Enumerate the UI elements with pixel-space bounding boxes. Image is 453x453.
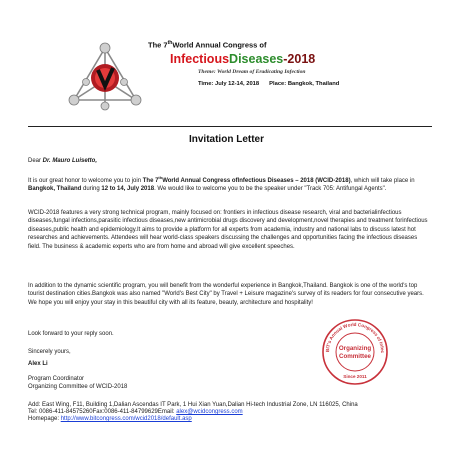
stamp-ring-text: BIT's Annual World Congress of Infec xyxy=(324,321,386,354)
homepage-link[interactable]: http://www.bitcongress.com/wcid2018/default.asp xyxy=(60,416,192,423)
paragraph-invitation: It is our great honor to welcome you to join The 7thWorld Annual Congress ofInfectious Diseases – 2018 (WCID-2018), which will take place in Bangkok, Thailand during 12 to 14, July 2018. We would like to welcome you to be the speaker under "Track 705: Antifungal Agents". xyxy=(28,175,415,193)
stamp-center-line2: Committee xyxy=(339,353,371,360)
paragraph-program: WCID-2018 features a very strong technical program, mainly focused on: frontiers in infectious disease research, viral and bacterialinfectious diseases,fungal infections,parasitic infectious diseases,new antimicrobial drugs discovery and development,novel therapies and treatment forinfectious diseases,public health and epidemiology.It aims to provide a platform for all experts from academia, industry and national labs to discuss latest hot researches and achievements. Attendees will hear world-class speakers discussing the challenges and opportunities facing the infectious diseases field. The business & academic experts who are from home and abroad will give excellent speeches. xyxy=(28,210,428,250)
signer-organization: Organizing Committee of WCID-2018 xyxy=(28,384,128,390)
stamp-bottom-text: Since 2011 xyxy=(343,374,367,379)
molecular-crest-icon xyxy=(64,40,146,112)
congress-time-place: Time: July 12-14, 2018 Place: Bangkok, Thailand xyxy=(198,81,340,87)
congress-theme: Theme: World Dream of Eradicating Infection xyxy=(198,69,306,75)
signer-role: Program Coordinator xyxy=(28,376,85,382)
sign-off: Sincerely yours, xyxy=(28,349,71,355)
congress-subtitle: The 7thWorld Annual Congress of xyxy=(148,40,267,50)
header-divider xyxy=(28,126,432,127)
organizing-committee-stamp xyxy=(321,318,389,386)
signer-name: Alex Li xyxy=(28,361,48,367)
stamp-center-line1: Organizing xyxy=(338,345,372,352)
email-link[interactable]: alex@wcidcongress.com xyxy=(176,409,243,416)
letter-title: Invitation Letter xyxy=(188,134,264,145)
congress-title: InfectiousDiseases-2018 xyxy=(170,52,316,66)
paragraph-bangkok: In addition to the dynamic scientific program, you will benefit from the wonderful experience in Bangkok,Thailand. Bangkok is one of the world's top tourist destination cities.Bangkok was also named "World's Best City" by Travel + Leisure magazine's survey of its readers for four consecutive years. We hope you will enjoy your stay in this beautiful city with all its feature, beauty, architecture and hospitality! xyxy=(28,283,424,306)
closing-line: Look forward to your reply soon. xyxy=(28,331,114,337)
tel-fax-email-line: Tel: 0086-411-84575260Fax:0086-411-84799629Email: alex@wcidcongress.com xyxy=(28,409,243,416)
contact-block xyxy=(28,402,448,424)
address-line: Add: East Wing, F11, Building 1,Dalian Ascendas IT Park, 1 Hui Xian Yuan,Dalian Hi-tech Industrial Zone, LN 116025, China xyxy=(28,402,358,408)
greeting: Dear Dr. Mauro Luisetto, xyxy=(28,158,98,164)
homepage-line: Homepage: http://www.bitcongress.com/wcid2018/default.asp xyxy=(28,416,192,423)
